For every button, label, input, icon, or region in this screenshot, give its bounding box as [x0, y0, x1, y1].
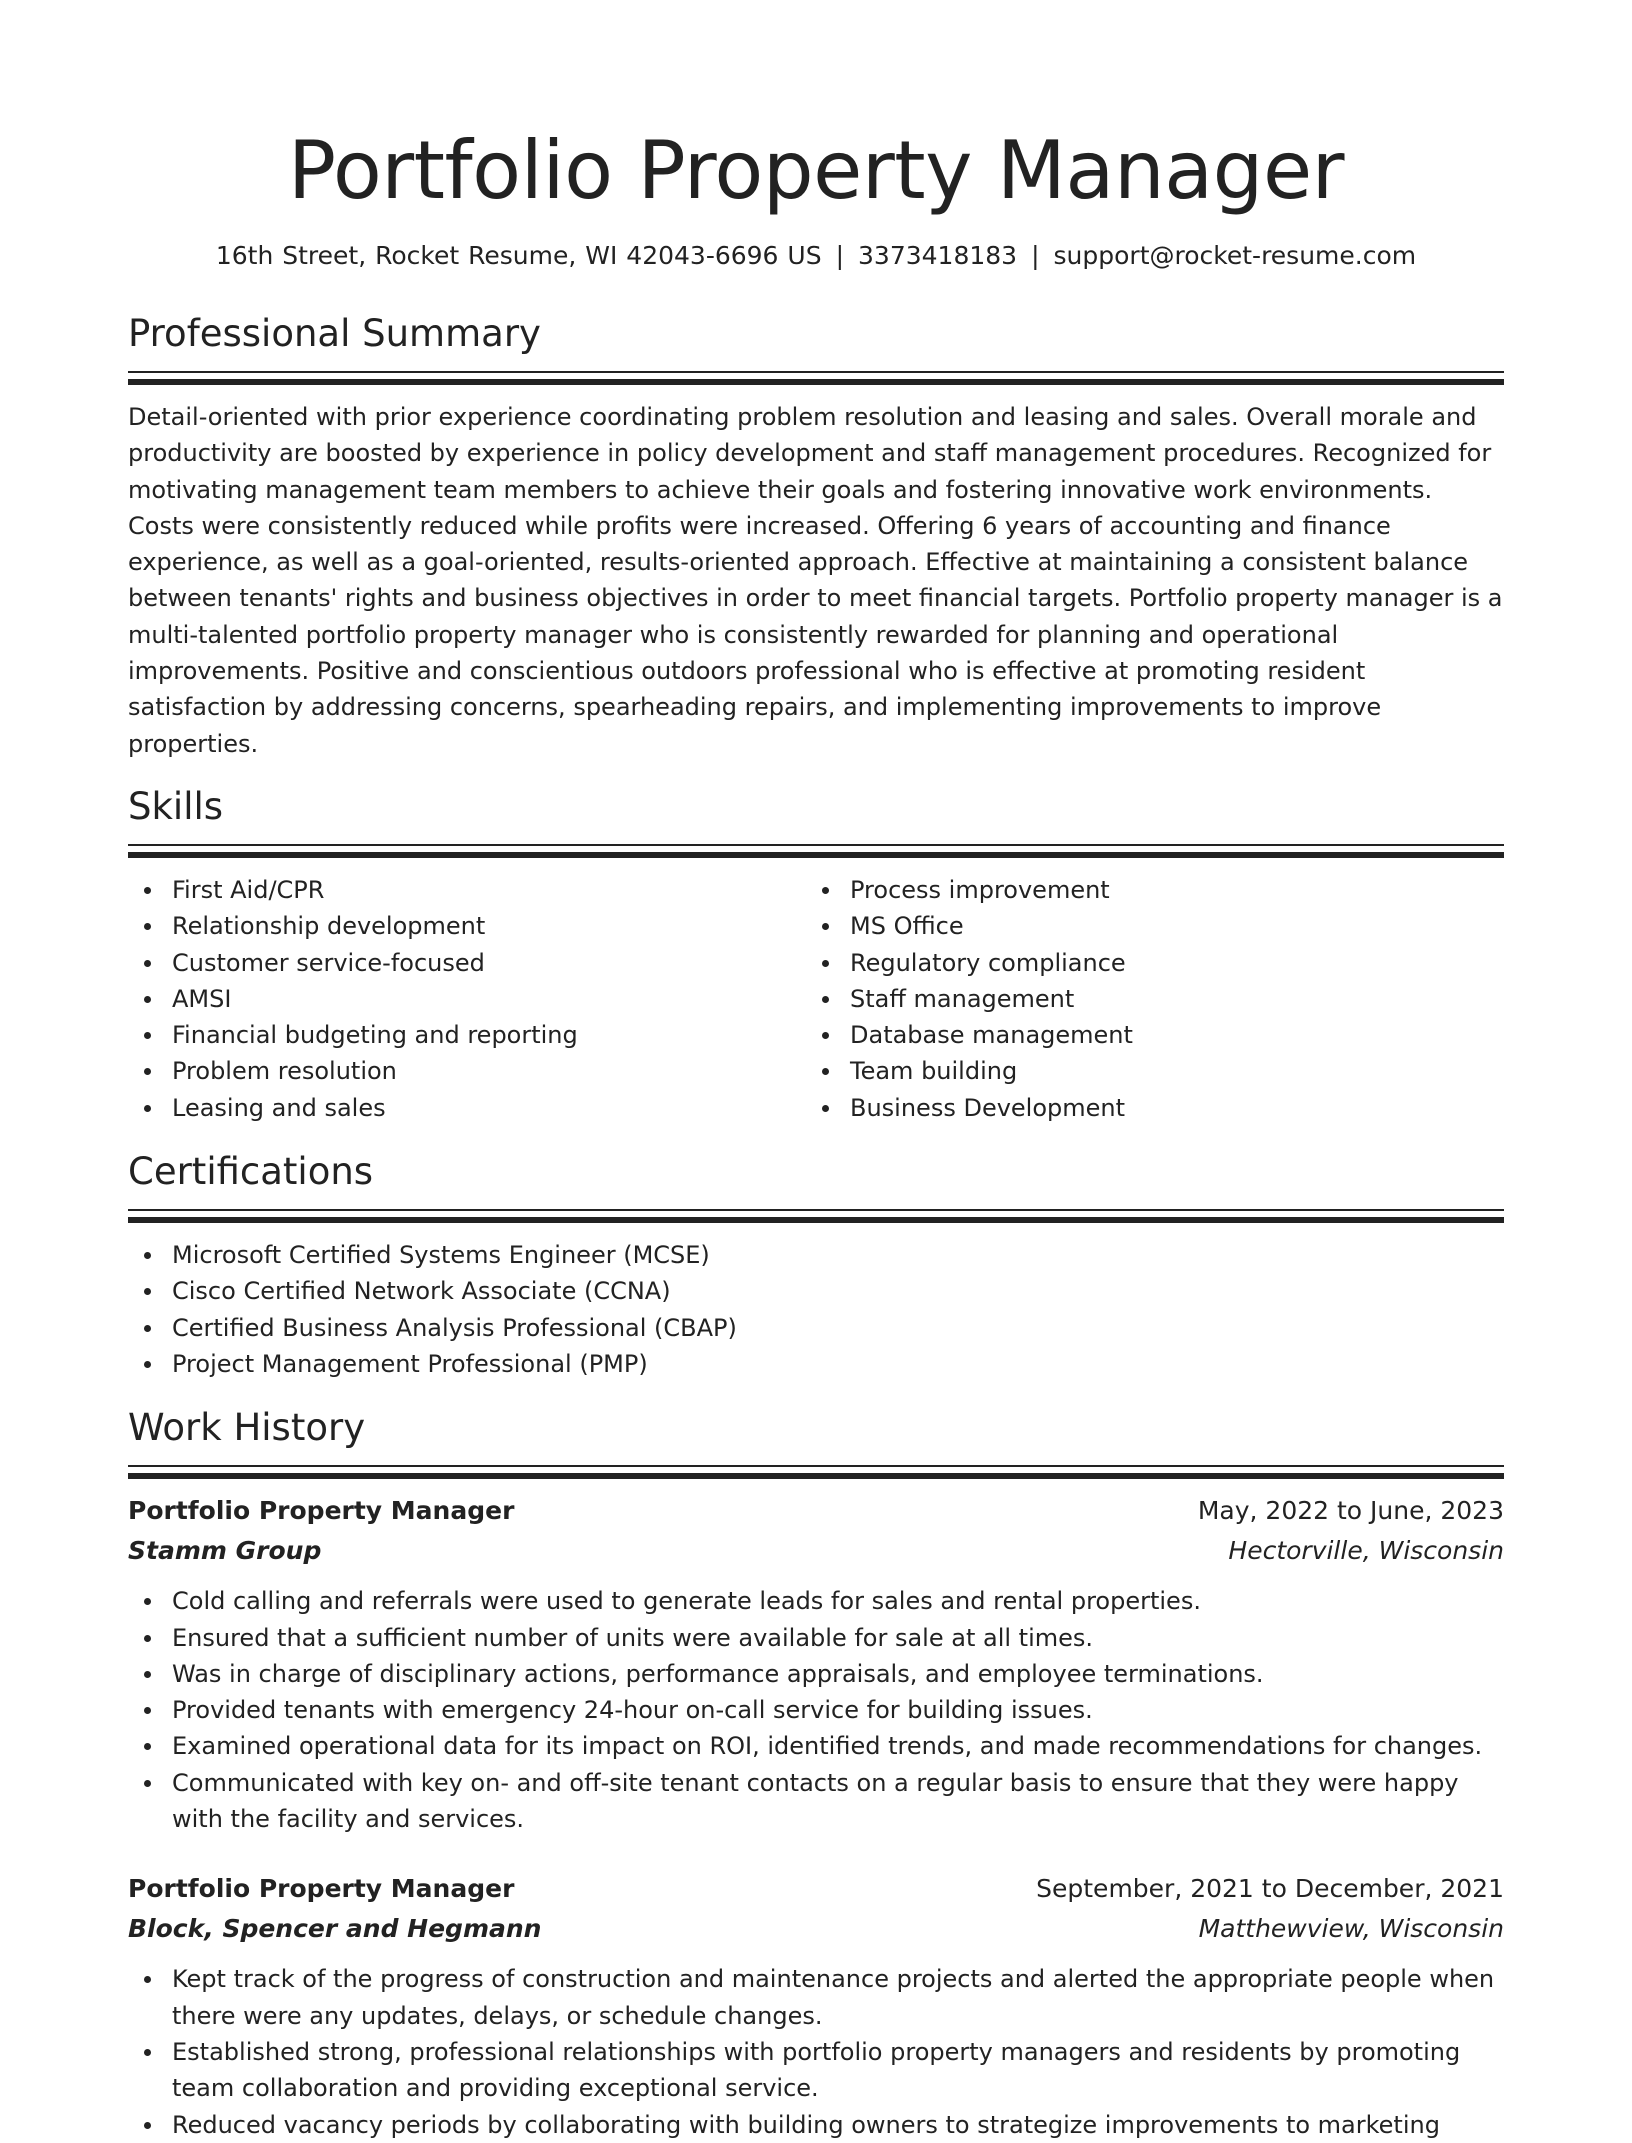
job-bullet: Was in charge of disciplinary actions, performance appraisals, and employee terminations. — [128, 1656, 1504, 1692]
job-bullet: Provided tenants with emergency 24-hour on-call service for building issues. — [128, 1692, 1504, 1728]
skill-item: Financial budgeting and reporting — [128, 1017, 806, 1053]
job-header — [128, 1491, 1504, 1531]
skills-section — [128, 784, 1504, 1126]
certification-item: Project Management Professional (PMP) — [128, 1346, 1504, 1382]
section-divider — [128, 1209, 1504, 1223]
job-bullet: Established strong, professional relationships with portfolio property managers and residents by promoting team collaboration and providing exceptional service. — [128, 2034, 1504, 2107]
job-bullets — [128, 1961, 1504, 2142]
job-bullet: Communicated with key on- and off-site tenant contacts on a regular basis to ensure that they were happy with the facility and services. — [128, 1765, 1504, 1838]
job-title: Portfolio Property Manager — [128, 1874, 515, 1904]
skill-item: First Aid/CPR — [128, 872, 806, 908]
section-title-certifications: Certifications — [128, 1150, 374, 1194]
section-divider — [128, 844, 1504, 858]
work-history-section — [128, 1405, 1504, 2143]
summary-text: Detail-oriented with prior experience coordinating problem resolution and leasing and sales. Overall morale and productivity are boosted by experience in policy development and staff management procedures. Recognized for motivating management team members to achieve their goals and fostering innovative work environments. Costs were consistently reduced while profits were increased. Offering 6 years of accounting and finance experience, as well as a goal-oriented, results-oriented approach. Effective at maintaining a consistent balance between tenants' rights and business objectives in order to meet financial targets. Portfolio property manager is a multi-talented portfolio property manager who is consistently rewarded for planning and operational improvements. Positive and conscientious outdoors professional who is effective at promoting resident satisfaction by addressing concerns, spearheading repairs, and implementing improvements to improve properties. — [128, 403, 1503, 758]
section-title-work-history: Work History — [128, 1406, 366, 1450]
job-bullet: Reduced vacancy periods by collaborating with building owners to strategize improvements to marketing — [128, 2107, 1504, 2143]
contact-separator: | — [835, 241, 845, 270]
job-dates: May, 2022 to June, 2023 — [1197, 1496, 1504, 1526]
skill-item: Team building — [806, 1053, 1484, 1089]
section-title-skills: Skills — [128, 784, 224, 828]
certifications-list — [128, 1237, 1504, 1382]
skill-item: Business Development — [806, 1090, 1484, 1126]
skill-item: Staff management — [806, 981, 1484, 1017]
certification-item: Cisco Certified Network Associate (CCNA) — [128, 1273, 1504, 1309]
skill-item: Process improvement — [806, 872, 1484, 908]
section-divider — [128, 371, 1504, 385]
skills-list-left — [128, 872, 806, 1126]
certifications-section — [128, 1149, 1504, 1382]
address: 16th Street, Rocket Resume, WI 42043-6696 US — [215, 241, 822, 270]
email-link[interactable]: support@rocket-resume.com — [1053, 241, 1417, 270]
section-divider — [128, 1465, 1504, 1479]
job-entry — [128, 1491, 1504, 1837]
certification-item: Certified Business Analysis Professional (CBAP) — [128, 1310, 1504, 1346]
skill-item: Leasing and sales — [128, 1090, 806, 1126]
job-bullet: Kept track of the progress of construction and maintenance projects and alerted the appropriate people when there were any updates, delays, or schedule changes. — [128, 1961, 1504, 2034]
job-dates: September, 2021 to December, 2021 — [1036, 1874, 1504, 1904]
skill-item: Relationship development — [128, 908, 806, 944]
job-company: Stamm Group — [128, 1536, 322, 1566]
job-location: Matthewview, Wisconsin — [1198, 1914, 1504, 1944]
skill-item: Regulatory compliance — [806, 945, 1484, 981]
skill-item: Database management — [806, 1017, 1484, 1053]
skill-item: AMSI — [128, 981, 806, 1017]
phone: 3373418183 — [858, 241, 1018, 270]
skills-columns — [128, 872, 1504, 1126]
job-location: Hectorville, Wisconsin — [1228, 1536, 1504, 1566]
certification-item: Microsoft Certified Systems Engineer (MCSE) — [128, 1237, 1504, 1273]
job-company: Block, Spencer and Hegmann — [128, 1914, 542, 1944]
skills-list-right — [806, 872, 1484, 1126]
job-bullets — [128, 1583, 1504, 1837]
job-title: Portfolio Property Manager — [128, 1496, 515, 1526]
job-subheader — [128, 1531, 1504, 1571]
job-bullet: Ensured that a sufficient number of units were available for sale at all times. — [128, 1620, 1504, 1656]
contact-separator: | — [1031, 241, 1040, 270]
resume-content — [128, 0, 1504, 2143]
section-title-summary: Professional Summary — [128, 312, 541, 355]
job-bullet: Cold calling and referrals were used to generate leads for sales and rental properties. — [128, 1583, 1504, 1619]
job-bullet: Examined operational data for its impact on ROI, identified trends, and made recommendations for changes. — [128, 1728, 1504, 1764]
job-entry — [128, 1869, 1504, 2142]
resume-name: Portfolio Property Manager — [287, 124, 1345, 217]
skill-item: Problem resolution — [128, 1053, 806, 1089]
skill-item: Customer service-focused — [128, 945, 806, 981]
summary-section — [128, 311, 1504, 762]
job-header — [128, 1869, 1504, 1909]
contact-line — [128, 238, 1504, 274]
job-subheader — [128, 1909, 1504, 1949]
skill-item: MS Office — [806, 908, 1484, 944]
